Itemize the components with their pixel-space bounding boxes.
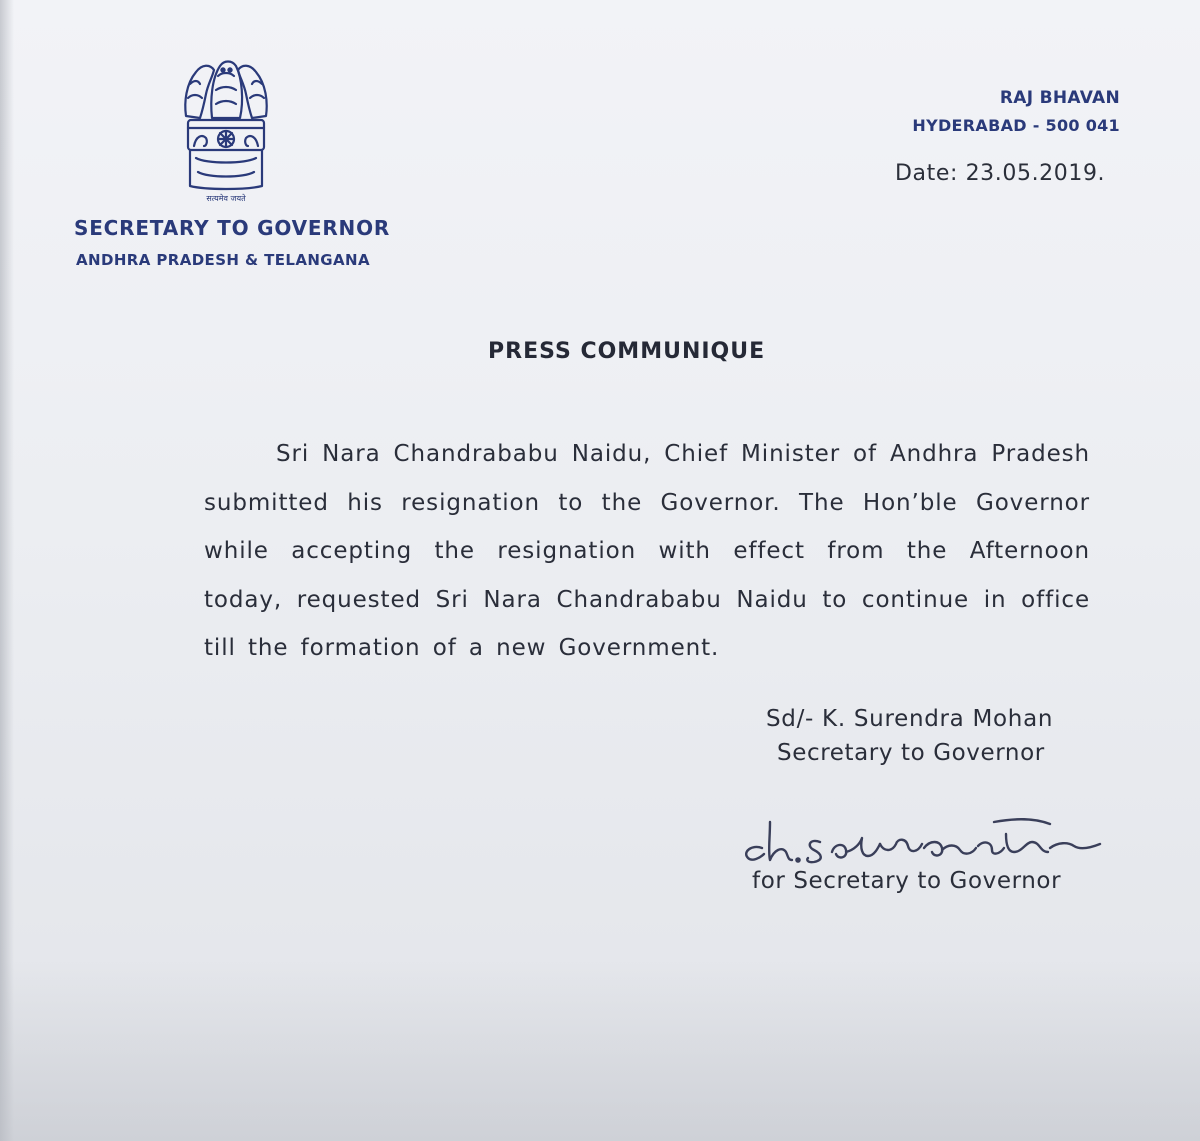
- signatory-name: Sd/- K. Surendra Mohan: [766, 706, 1054, 732]
- office-title: SECRETARY TO GOVERNOR: [74, 216, 391, 240]
- signatory-title: Secretary to Governor: [777, 740, 1045, 766]
- national-emblem-icon: [176, 54, 276, 204]
- communique-body: Sri Nara Chandrababu Naidu, Chief Minister of Andhra Pradesh submitted his resignation to the Governor. The Hon’ble Governor while accepting the resignation with effect from the Afternoon today, requested Sri Nara Chandrababu Naidu to continue in office till the formation of a new Government.: [204, 441, 1090, 661]
- document-heading: PRESS COMMUNIQUE: [488, 339, 766, 364]
- document-date: Date: 23.05.2019.: [895, 161, 1106, 186]
- page-bottom-shade: [0, 961, 1200, 1141]
- for-secretary-line: for Secretary to Governor: [752, 868, 1062, 894]
- office-subtitle: ANDHRA PRADESH & TELANGANA: [76, 251, 370, 269]
- emblem-motto: सत्यमेव जयते: [206, 194, 246, 203]
- address-line-1: RAJ BHAVAN: [999, 88, 1120, 108]
- address-line-2: HYDERABAD - 500 041: [912, 116, 1120, 135]
